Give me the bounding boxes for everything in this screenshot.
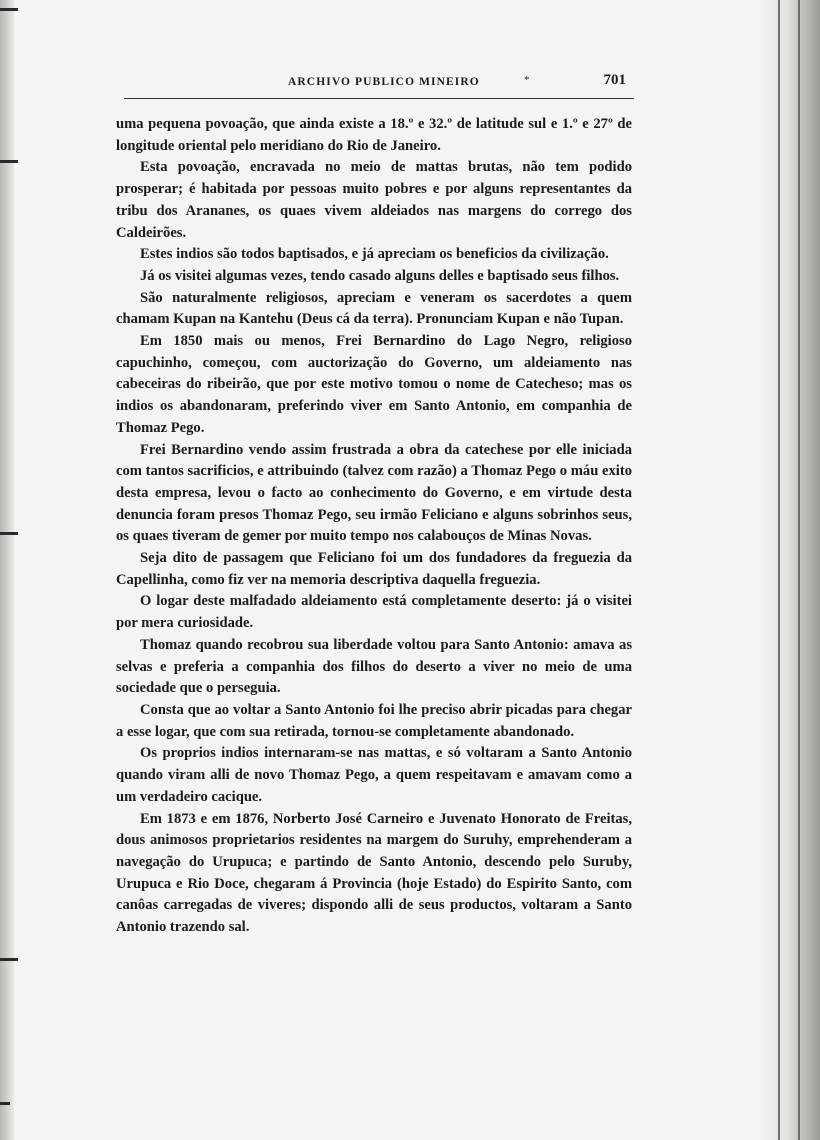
body-text bbox=[116, 114, 632, 939]
paragraph: Seja dito de passagem que Feliciano foi um dos fundadores da freguezia da Capellinha, como fiz ver na memoria descriptiva daquella freguezia. bbox=[116, 550, 632, 588]
left-page-edge bbox=[0, 0, 14, 1140]
margin-mark bbox=[0, 958, 18, 961]
margin-mark bbox=[0, 8, 18, 11]
paragraph: Thomaz quando recobrou sua liberdade voltou para Santo Antonio: amava as selvas e preferia a companhia dos filhos do deserto a viver no meio de uma sociedade que o perseguia. bbox=[116, 636, 632, 697]
paragraph: Esta povoação, encravada no meio de mattas brutas, não tem podido prosperar; é habitada por pessoas muito pobres e por alguns representantes da tribu dos Arananes, os quaes vivem aldeiados nas margens do corrego dos Caldeirões. bbox=[116, 159, 632, 241]
page-number: 701 bbox=[603, 72, 626, 88]
paragraph: Em 1873 e em 1876, Norberto José Carneiro e Juvenato Honorato de Freitas, dous animosos proprietarios residentes na margem do Suruhy, emprehenderam a navegação do Urupuca; e partindo de Santo Antonio, descendo pelo Suruby, Urupuca e Rio Doce, chegaram á Provincia (hoje Estado) do Espirito Santo, com canôas carregadas de viveres; dispondo alli de seus productos, voltaram a Santo Antonio trazendo sal. bbox=[116, 810, 632, 936]
right-page-edge bbox=[760, 0, 820, 1140]
paragraph: Estes indios são todos baptisados, e já apreciam os beneficios da civilização. bbox=[140, 246, 609, 263]
margin-mark bbox=[0, 160, 18, 163]
paragraph: Já os visitei algumas vezes, tendo casado alguns delles e baptisado seus filhos. bbox=[140, 267, 620, 284]
binding-line bbox=[798, 0, 800, 1140]
paragraph: Em 1850 mais ou menos, Frei Bernardino do Lago Negro, religioso capuchinho, começou, com auctorização do Governo, um aldeiamento nas cabeceiras do ribeirão, que por este motivo tomou o nome de Catecheso; mas os indios os abandonaram, preferindo viver em Santo Antonio, em companhia de Thomaz Pego. bbox=[116, 333, 632, 436]
binding-line bbox=[778, 0, 780, 1140]
margin-mark bbox=[0, 532, 18, 535]
paragraph: São naturalmente religiosos, apreciam e veneram os sacerdotes a quem chamam Kupan na Kantehu (Deus cá da terra). Pronunciam Kupan e não Tupan. bbox=[116, 289, 632, 328]
paragraph: Os proprios indios internaram-se nas mattas, e só voltaram a Santo Antonio quando viram alli de novo Thomaz Pego, a quem respeitavam e amavam como a um verdadeiro cacique. bbox=[116, 745, 632, 805]
paragraph: Consta que ao voltar a Santo Antonio foi lhe preciso abrir picadas para chegar a esse logar, que com sua retirada, tornou-se completamente abandonado. bbox=[116, 701, 632, 740]
margin-mark bbox=[0, 1102, 10, 1105]
paragraph: uma pequena povoação, que ainda existe a 18.º e 32.º de latitude sul e 1.º e 27º de longitude oriental pelo meridiano do Rio de Janeiro. bbox=[116, 116, 632, 154]
header-rule bbox=[124, 98, 634, 99]
running-header bbox=[112, 72, 634, 94]
header-title: ARCHIVO PUBLICO MINEIRO bbox=[288, 76, 480, 88]
header-mark: * bbox=[524, 74, 530, 86]
paragraph: O logar deste malfadado aldeiamento está completamente deserto: já o visitei por mera curiosidade. bbox=[116, 593, 632, 632]
paragraph: Frei Bernardino vendo assim frustrada a obra da catechese por elle iniciada com tantos sacrificios, e attribuindo (talvez com razão) a Thomaz Pego o máu exito desta empresa, levou o facto ao conhecimento do Governo, e em virtude desta denuncia foram presos Thomaz Pego, seu irmão Feliciano e alguns sobrinhos seus, os quaes tiveram de gemer por muito tempo nos calabouços de Minas Novas. bbox=[116, 441, 632, 545]
